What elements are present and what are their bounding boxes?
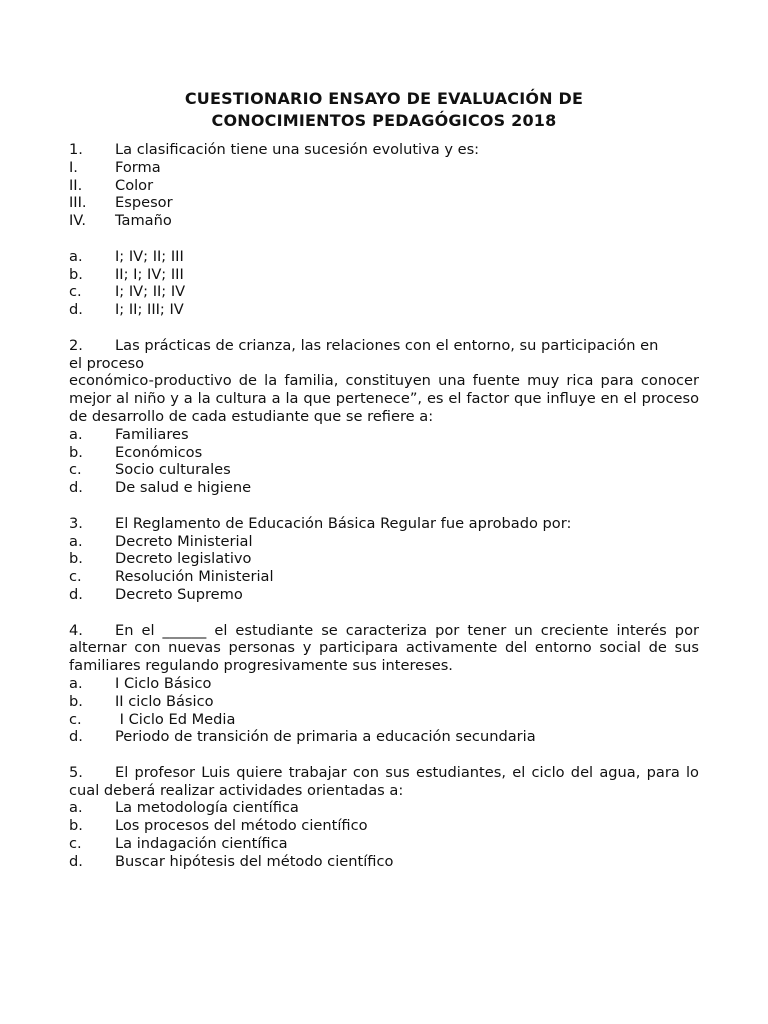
- question-number: 4.: [69, 621, 83, 639]
- option-mark: a.: [69, 532, 83, 550]
- document-body: [69, 141, 699, 871]
- option-text: I Ciclo Básico: [115, 674, 212, 692]
- option-text: I; IV; II; IV: [115, 283, 186, 301]
- question-stem: La clasificación tiene una sucesión evolutiva y es:: [115, 141, 480, 158]
- option-text: Buscar hipótesis del método científico: [115, 852, 394, 870]
- title-line-1: CUESTIONARIO ENSAYO DE EVALUACIÓN DE: [184, 89, 584, 108]
- option-text: Los procesos del método científico: [115, 817, 368, 835]
- option-text: Socio culturales: [115, 461, 231, 479]
- option-text: De salud e higiene: [115, 479, 252, 497]
- option-mark: b.: [69, 265, 83, 283]
- option-text: II; I; IV; III: [115, 265, 184, 283]
- item-text: Forma: [115, 158, 161, 176]
- option-mark: b.: [69, 550, 83, 568]
- item-text: Espesor: [115, 194, 173, 212]
- option-mark: d.: [69, 585, 83, 603]
- question-stem-line-1: Las prácticas de crianza, las relaciones con el entorno, su participación en: [115, 336, 659, 354]
- option-mark: d.: [69, 479, 83, 497]
- option-mark: c.: [69, 710, 82, 728]
- option-text: I Ciclo Ed Media: [115, 710, 236, 728]
- title-line-2: CONOCIMIENTOS PEDAGÓGICOS 2018: [211, 111, 557, 130]
- option-mark: a.: [69, 799, 83, 817]
- option-mark: c.: [69, 461, 82, 479]
- option-mark: d.: [69, 852, 83, 870]
- question-stem-rest: económico-productivo de la familia, constituyen una fuente muy rica para conocer mejor al niño y a la cultura a la que pertenece”, es el factor que influye en el proceso de desarrollo de cada estudiante que se refiere a:: [69, 372, 699, 425]
- option-mark: a.: [69, 247, 83, 265]
- item-mark: III.: [69, 194, 87, 212]
- option-mark: a.: [69, 674, 83, 692]
- question-number: 5.: [69, 763, 83, 781]
- question-number: 2.: [69, 336, 83, 354]
- question-number: 1.: [69, 141, 83, 158]
- option-text: II ciclo Básico: [115, 692, 214, 710]
- option-text: Familiares: [115, 425, 189, 443]
- question-1: [69, 141, 699, 319]
- item-mark: II.: [69, 176, 83, 194]
- option-text: Resolución Ministerial: [115, 568, 274, 586]
- option-text: La indagación científica: [115, 835, 288, 853]
- question-5: [69, 764, 699, 871]
- option-mark: d.: [69, 728, 83, 746]
- question-stem: En el ______ el estudiante se caracteriza por tener un creciente interés por alternar con nuevas personas y participara activamente del entorno social de sus familiares regulando progresivamente sus intereses.: [69, 621, 699, 675]
- option-mark: b.: [69, 817, 83, 835]
- question-2: [69, 337, 699, 497]
- option-text: Decreto Supremo: [115, 585, 243, 603]
- option-text: Económicos: [115, 443, 203, 461]
- question-stem: El profesor Luis quiere trabajar con sus estudiantes, el ciclo del agua, para lo cual deberá realizar actividades orientadas a:: [69, 763, 699, 799]
- option-mark: c.: [69, 283, 82, 301]
- question-number: 3.: [69, 514, 83, 532]
- option-text: La metodología científica: [115, 799, 299, 817]
- option-text: Decreto Ministerial: [115, 532, 253, 550]
- item-text: Tamaño: [115, 212, 172, 230]
- document-title: [69, 88, 699, 132]
- option-text: Periodo de transición de primaria a educación secundaria: [115, 728, 536, 746]
- option-text: I; IV; II; III: [115, 247, 184, 265]
- option-mark: c.: [69, 835, 82, 853]
- option-text: Decreto legislativo: [115, 550, 252, 568]
- option-mark: b.: [69, 443, 83, 461]
- question-stem: El Reglamento de Educación Básica Regular fue aprobado por:: [115, 514, 572, 532]
- question-3: [69, 515, 699, 604]
- option-mark: c.: [69, 568, 82, 586]
- option-mark: a.: [69, 425, 83, 443]
- item-mark: IV.: [69, 212, 87, 230]
- option-mark: b.: [69, 692, 83, 710]
- item-mark: I.: [69, 158, 78, 176]
- item-text: Color: [115, 176, 154, 194]
- question-4: [69, 622, 699, 747]
- option-mark: d.: [69, 301, 83, 319]
- option-text: I; II; III; IV: [115, 301, 184, 319]
- question-stem-line-2: el proceso: [69, 354, 145, 372]
